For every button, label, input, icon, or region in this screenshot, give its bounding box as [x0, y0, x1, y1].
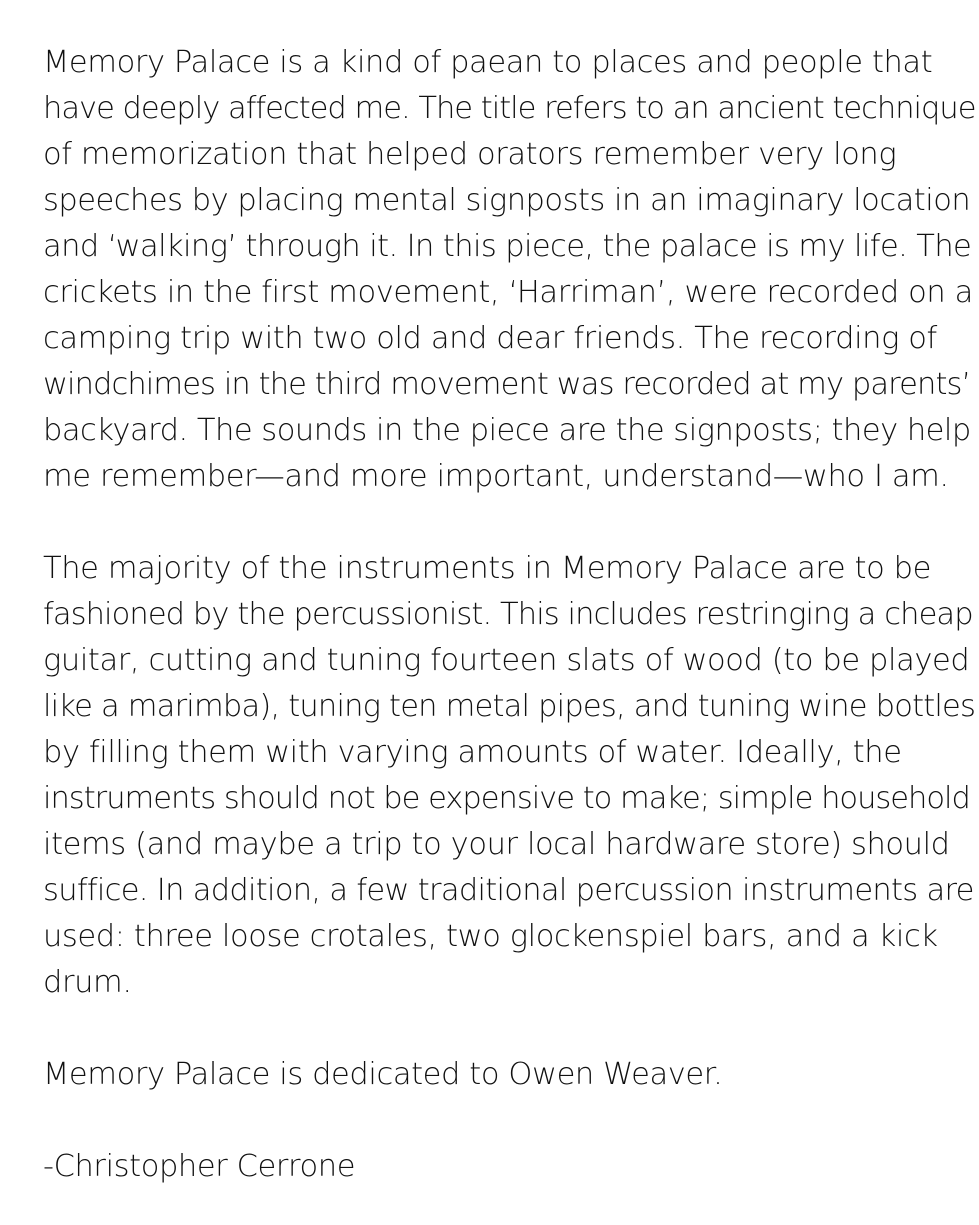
text-line: guitar, cutting and tuning fourteen slats of wood (to be played: [43, 643, 970, 678]
text-line: fashioned by the percussionist. This includes restringing a cheap: [43, 597, 973, 632]
text-line: windchimes in the third movement was recorded at my parents’: [43, 367, 971, 402]
text-line: and ‘walking’ through it. In this piece, the palace is my life. The: [43, 229, 972, 264]
text-line: items (and maybe a trip to your local hardware store) should: [43, 827, 950, 862]
text-line: me remember—and more important, understand—who I am.: [43, 459, 949, 494]
text-line: suffice. In addition, a few traditional percussion instruments are: [43, 873, 974, 908]
text-line: camping trip with two old and dear friends. The recording of: [43, 321, 937, 356]
signature-text: -Christopher Cerrone: [43, 1149, 356, 1184]
paragraph-instruments: [43, 546, 976, 1006]
program-note: [43, 40, 976, 1190]
text-line: backyard. The sounds in the piece are the signposts; they help: [43, 413, 971, 448]
text-line: like a marimba), tuning ten metal pipes, and tuning wine bottles: [43, 689, 976, 724]
text-line: have deeply affected me. The title refers to an ancient technique: [43, 91, 976, 126]
text-line: drum.: [43, 965, 132, 1000]
text-line: speeches by placing mental signposts in an imaginary location: [43, 183, 971, 218]
paragraph-dedication: [43, 1052, 973, 1098]
text-line: by filling them with varying amounts of water. Ideally, the: [43, 735, 902, 770]
paragraph-gap: [43, 500, 973, 546]
text-line: instruments should not be expensive to make; simple household: [43, 781, 970, 816]
text-line: The majority of the instruments in Memory Palace are to be: [43, 551, 931, 586]
paragraph-gap: [43, 1006, 973, 1052]
author-signature: [43, 1144, 973, 1190]
paragraph-memory-palace-intro: [43, 40, 976, 500]
text-line: Memory Palace is a kind of paean to places and people that: [43, 45, 933, 80]
text-line: crickets in the first movement, ‘Harriman’, were recorded on a: [43, 275, 973, 310]
text-line: used: three loose crotales, two glockenspiel bars, and a kick: [43, 919, 938, 954]
dedication-line: Memory Palace is dedicated to Owen Weaver.: [43, 1057, 723, 1092]
paragraph-gap: [43, 1098, 973, 1144]
text-line: of memorization that helped orators remember very long: [43, 137, 897, 172]
